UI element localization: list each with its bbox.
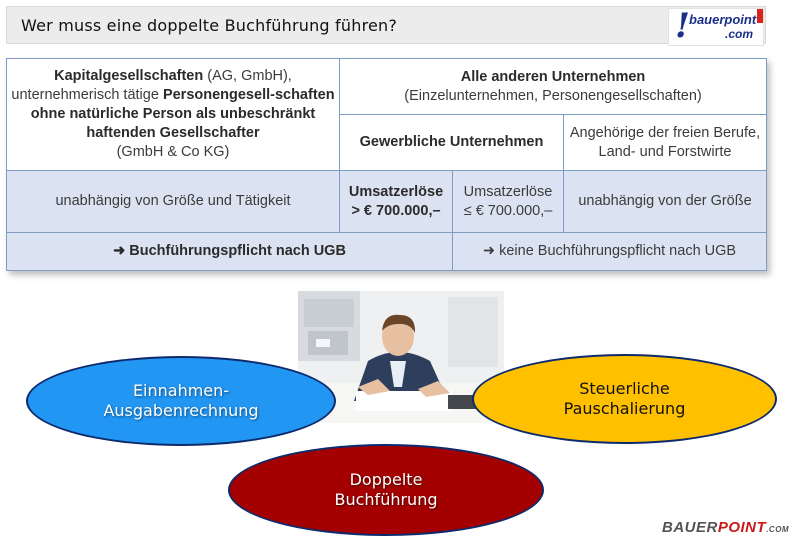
cell-umsatz-less-equal: Umsatzerlöse ≤ € 700.000,– — [453, 171, 564, 233]
cell-kapitalgesellschaften: Kapitalgesellschaften (AG, GmbH), unternehmerisch tätige Personengesell-schaften ohne natürliche Person als unbeschränkt haftenden Gesellschafter (GmbH & Co KG) — [7, 59, 340, 171]
cell-umsatz-greater: Umsatzerlöse > € 700.000,– — [340, 171, 453, 233]
ellipse-einnahmen-ausgabenrechnung: Einnahmen-Ausgabenrechnung — [26, 356, 336, 446]
ellipse-steuerliche-pauschalierung: Steuerliche Pauschalierung — [472, 354, 777, 444]
arrow-right-icon: ➜ — [113, 243, 126, 259]
logo-text-main: bauerpoint — [689, 12, 757, 27]
bookkeeping-obligation-table — [6, 58, 767, 271]
cell-unabhaengig-groesse-taetigkeit: unabhängig von Größe und Tätigkeit — [7, 171, 340, 233]
cell-alle-anderen: Alle anderen Unternehmen (Einzelunternehmen, Personengesellschaften) — [340, 59, 767, 115]
exclamation-logo-icon: ! — [675, 6, 690, 46]
bauerpoint-logo — [668, 8, 764, 46]
arrow-right-icon: ➜ — [482, 243, 496, 259]
cell-freie-berufe: Angehörige der freien Berufe, Land- und Forstwirte — [564, 115, 767, 171]
ellipse-doppelte-buchfuehrung: Doppelte Buchführung — [228, 444, 544, 536]
cell-buchfuehrungspflicht: ➜ Buchführungspflicht nach UGB — [7, 233, 453, 271]
page-title: Wer muss eine doppelte Buchführung führen? — [21, 16, 398, 35]
logo-accent — [757, 9, 763, 23]
cell-gewerbliche: Gewerbliche Unternehmen — [340, 115, 564, 171]
footer-brand-logo: BAUERPOINT.COM — [662, 519, 789, 536]
logo-text-domain: .com — [725, 27, 754, 41]
cell-unabhaengig-groesse: unabhängig von der Größe — [564, 171, 767, 233]
cell-keine-buchfuehrungspflicht: ➜ keine Buchführungspflicht nach UGB — [453, 233, 767, 271]
title-bar — [6, 6, 766, 44]
